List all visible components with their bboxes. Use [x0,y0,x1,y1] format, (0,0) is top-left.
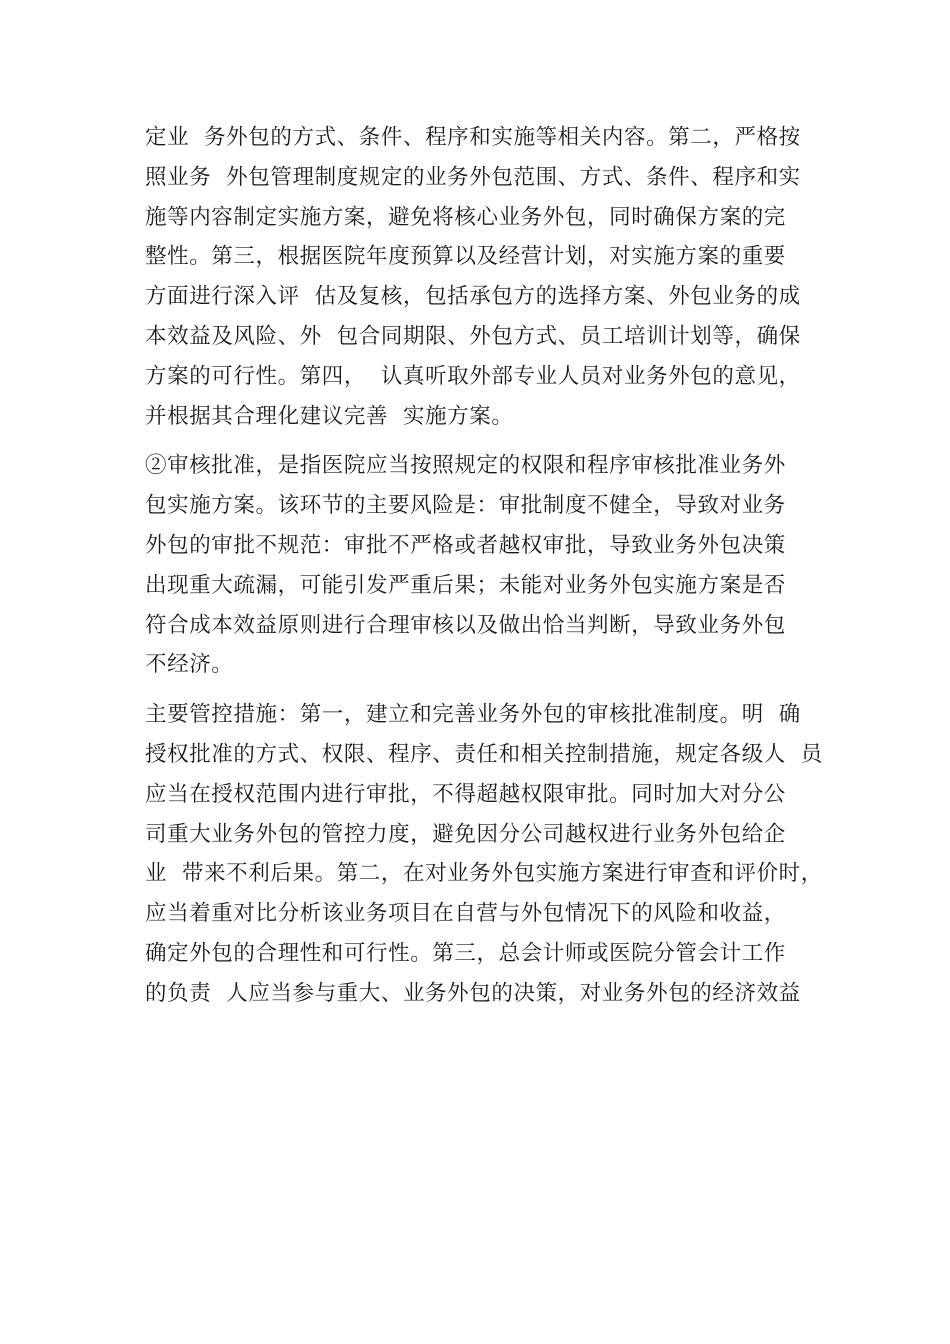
paragraph-implementation-plan [145,118,805,436]
text-line: 出现重大疏漏，可能引发严重后果；未能对业务外包实施方案是否 [145,572,786,598]
text-line: 方面进行深入评 估及复核，包括承包方的选择方案、外包业务的成 [145,284,801,310]
text-line: 整性。第三，根据医院年度预算以及经营计划，对实施方案的重要 [145,244,786,270]
text-line: 主要管控措施：第一，建立和完善业务外包的审核批准制度。明 确 [145,702,801,728]
text-line: 确定外包的合理性和可行性。第三，总会计师或医院分管会计工作 [145,940,786,966]
text-line: 的负责 人应当参与重大、业务外包的决策，对业务外包的经济效益 [145,980,801,1006]
text-line: 符合成本效益原则进行合理审核以及做出恰当判断，导致业务外包 [145,612,786,638]
paragraph-review-approval [145,446,805,685]
text-line: 司重大业务外包的管控力度，避免因分公司越权进行业务外包给企 [145,821,786,847]
text-line: 应当着重对比分析该业务项目在自营与外包情况下的风险和收益， [145,901,786,927]
text-line: 授权批准的方式、权限、程序、责任和相关控制措施，规定各级人 员 [145,741,823,767]
document-body [145,118,823,1024]
text-line: ②审核批准，是指医院应当按照规定的权限和程序审核批准业务外 [145,453,786,479]
text-line: 照业务 外包管理制度规定的业务外包范围、方式、条件、程序和实 [145,164,801,190]
text-line: 并根据其合理化建议完善 实施方案。 [145,403,514,429]
text-line: 定业 务外包的方式、条件、程序和实施等相关内容。第二，严格按 [145,125,801,150]
text-line: 施等内容制定实施方案，避免将核心业务外包，同时确保方案的完 [145,204,786,230]
text-line: 外包的审批不规范：审批不严格或者越权审批，导致业务外包决策 [145,532,786,558]
text-line: 包实施方案。该环节的主要风险是：审批制度不健全，导致对业务 [145,493,786,519]
text-line: 方案的可行性。第四， 认真听取外部专业人员对业务外包的意见， [145,363,801,389]
text-line: 不经济。 [145,652,234,678]
paragraph-control-measures [145,695,823,1013]
text-line: 业 带来不利后果。第二，在对业务外包实施方案进行审查和评价时， [145,861,823,887]
text-line: 本效益及风险、外 包合同期限、外包方式、员工培训计划等，确保 [145,323,801,349]
text-line: 应当在授权范围内进行审批，不得超越权限审批。同时加大对分公 [145,781,786,807]
